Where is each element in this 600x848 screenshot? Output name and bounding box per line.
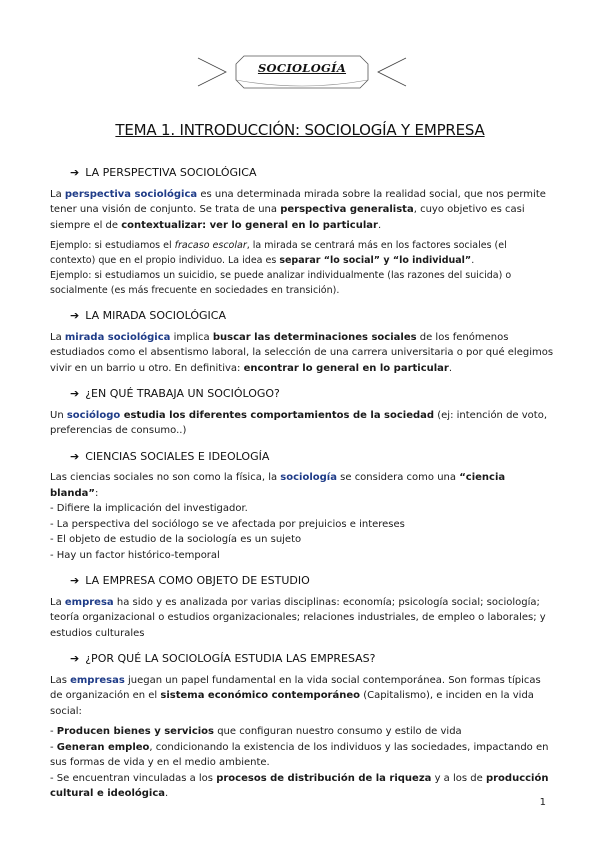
paragraph: La mirada sociológica implica buscar las determinaciones sociales de los fenómenos estudiados como el absentismo laboral, la selección de una carrera universitaria o por qué elegimos vivir en un barrio u otro. En definitiva: encontrar lo general en lo particular.: [50, 331, 554, 374]
document-body: [50, 155, 555, 802]
list-item: - La perspectiva del sociólogo se ve afectada por prejuicios e intereses: [50, 518, 405, 530]
list-item: - Generan empleo, condicionando la existencia de los individuos y las sociedades, impactando en sus formas de vida y en el medio ambiente.: [50, 741, 549, 768]
arrow-right-icon: ➔: [70, 449, 80, 463]
paragraph: Las empresas juegan un papel fundamental en la vida social contemporánea. Son formas típicas de organización en el sistema económico contemporáneo (Capitalismo), e inciden en la vida social:: [50, 674, 541, 717]
title-banner: [196, 52, 408, 92]
paragraph: La perspectiva sociológica es una determinada mirada sobre la realidad social, que nos permite tener una visión de conjunto. Se trata de una perspectiva generalista, cuyo objetivo es casi siempre el de contextualizar: ver lo general en lo particular.: [50, 188, 546, 231]
example-paragraph: Ejemplo: si estudiamos el fracaso escolar, la mirada se centrará más en los factores sociales (el contexto) que en el propio individuo. La idea es separar “lo social” y “lo individual”.: [50, 240, 507, 266]
page-number: 1: [539, 797, 546, 808]
section-heading: ➔ LA MIRADA SOCIOLÓGICA: [70, 309, 226, 322]
page-title: TEMA 1. INTRODUCCIÓN: SOCIOLOGÍA Y EMPRESA: [115, 121, 485, 139]
arrow-right-icon: ➔: [70, 652, 80, 665]
arrow-right-icon: ➔: [70, 309, 80, 322]
section-heading: ➔ LA PERSPECTIVA SOCIOLÓGICA: [70, 166, 257, 179]
list-item: - Difiere la implicación del investigador.: [50, 503, 248, 514]
section-heading: ➔ LA EMPRESA COMO OBJETO DE ESTUDIO: [70, 574, 310, 587]
arrow-right-icon: ➔: [70, 166, 80, 179]
paragraph: Las ciencias sociales no son como la física, la sociología se considera como una “ciencia blanda”:: [50, 472, 506, 499]
list-item: - Producen bienes y servicios que configuran nuestro consumo y estilo de vida: [50, 726, 462, 737]
list-item: - El objeto de estudio de la sociología es un sujeto: [50, 534, 302, 545]
arrow-right-icon: ➔: [70, 387, 80, 400]
section-heading: ➔ ¿POR QUÉ LA SOCIOLOGÍA ESTUDIA LAS EMPRESAS?: [70, 652, 376, 665]
list-item: - Se encuentran vinculadas a los procesos de distribución de la riqueza y a los de producción cultural e ideológica.: [50, 772, 549, 799]
section-heading: ➔ ¿EN QUÉ TRABAJA UN SOCIÓLOGO?: [70, 387, 280, 400]
section-heading: ➔ CIENCIAS SOCIALES E IDEOLOGÍA: [70, 449, 270, 463]
arrow-right-icon: ➔: [70, 574, 80, 587]
example-paragraph: Ejemplo: si estudiamos un suicidio, se puede analizar individualmente (las razones del suicida) o socialmente (es más frecuente en sociedades en transición).: [50, 270, 512, 296]
paragraph: La empresa ha sido y es analizada por varias disciplinas: economía; psicología social; sociología; teoría organizacional o estudios organizacionales; relaciones industriales, de empleo o laborales; y estudios culturales: [50, 596, 546, 639]
banner-title: SOCIOLOGÍA: [257, 61, 347, 75]
list-item: - Hay un factor histórico-temporal: [50, 549, 220, 561]
paragraph: Un sociólogo estudia los diferentes comportamientos de la sociedad (ej: intención de voto, preferencias de consumo..): [50, 409, 548, 436]
